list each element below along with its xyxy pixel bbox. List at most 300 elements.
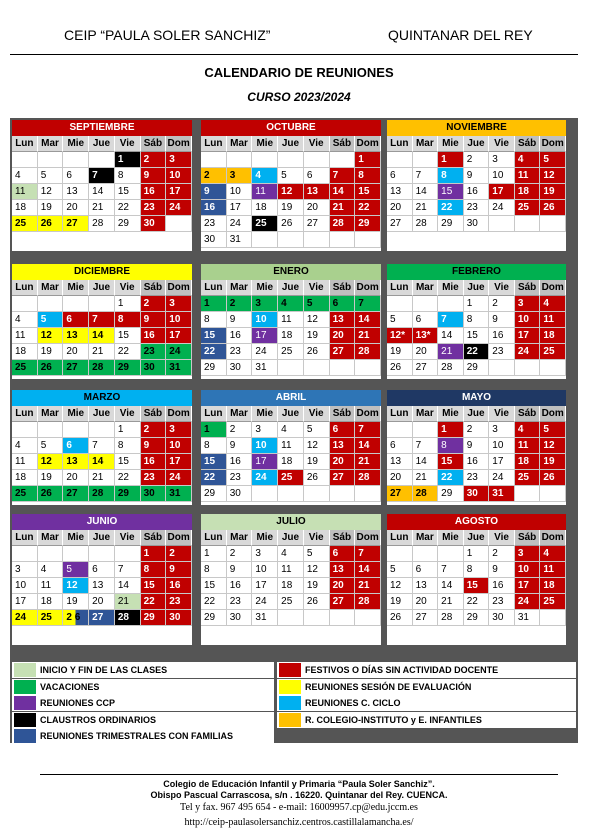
day-cell: 12 [387,578,413,594]
day-cell: 4 [12,168,38,184]
month-title: DICIEMBRE [12,264,192,280]
month-title: MAYO [387,390,566,406]
day-cell: 20 [89,594,115,610]
weekday-header: Dom [355,530,381,546]
day-cell: 11 [252,184,278,200]
day-cell: 30 [166,610,192,626]
day-cell: 8 [115,312,141,328]
day-cell: 30 [201,232,227,248]
day-cell: 16 [141,328,167,344]
day-cell: 11 [540,562,566,578]
day-cell: 3 [252,546,278,562]
day-cell: 3 [227,168,253,184]
day-cell: 21 [355,328,381,344]
empty-cell [413,546,439,562]
day-cell: 22 [201,344,227,360]
weekday-header: Lun [387,136,413,152]
day-cell: 23 [227,470,253,486]
empty-cell [540,610,566,626]
day-cell: 2 [227,296,253,312]
day-cell: 24 [166,470,192,486]
day-cell: 25 [12,486,38,502]
legend-label: REUNIONES TRIMESTRALES CON FAMILIAS [40,731,234,741]
day-cell: 20 [330,578,356,594]
month-noviembre [387,120,566,251]
weekday-header: Jue [278,280,304,296]
day-cell: 6 [330,546,356,562]
day-cell: 20 [63,344,89,360]
day-cell: 29 [201,610,227,626]
month-title: MARZO [12,390,192,406]
day-cell: 26 [278,216,304,232]
month-title: JULIO [201,514,381,530]
weekday-header: Mie [252,530,278,546]
month-febrero [387,264,566,379]
day-cell: 15 [464,578,490,594]
day-cell: 26 [387,610,413,626]
day-cell: 2 [489,296,515,312]
day-cell: 19 [304,578,330,594]
month-days [12,136,192,232]
month-title: JUNIO [12,514,192,530]
day-cell: 31 [166,486,192,502]
empty-cell [278,486,304,502]
empty-cell [330,486,356,502]
weekday-header: Jue [89,136,115,152]
day-cell: 22 [115,470,141,486]
day-cell: 20 [413,344,439,360]
day-cell: 5 [63,562,89,578]
day-cell: 29 [438,486,464,502]
weekday-header: Jue [278,406,304,422]
day-cell: 1 [115,422,141,438]
day-cell: 30 [227,610,253,626]
day-cell: 1 [201,422,227,438]
day-cell: 9 [201,184,227,200]
day-cell: 10 [166,312,192,328]
school-name: CEIP “PAULA SOLER SANCHIZ” [64,27,271,43]
day-cell: 8 [115,438,141,454]
legend-label: REUNIONES SESIÓN DE EVALUACIÓN [305,681,472,692]
day-cell: 18 [38,594,64,610]
empty-cell [438,296,464,312]
day-cell: 6 [89,562,115,578]
day-cell: 18 [540,328,566,344]
day-cell: 13 [330,438,356,454]
day-cell: 4 [540,546,566,562]
day-cell: 19 [540,454,566,470]
day-cell: 30 [464,486,490,502]
empty-cell [387,422,413,438]
day-cell: 7 [438,312,464,328]
day-cell: 12 [540,168,566,184]
day-cell: 13 [304,184,330,200]
day-cell: 25 [515,470,541,486]
weekday-header: Vie [115,406,141,422]
day-cell: 18 [278,328,304,344]
weekday-header: Sáb [141,406,167,422]
day-cell: 9 [227,438,253,454]
empty-cell [252,152,278,168]
day-cell: 28 [438,610,464,626]
month-days [12,280,192,376]
day-cell: 29 [141,610,167,626]
day-cell: 27 [304,216,330,232]
day-cell: 22 [464,594,490,610]
day-cell: 28 [355,594,381,610]
day-cell: 8 [141,562,167,578]
month-days [387,136,566,232]
day-cell: 4 [12,438,38,454]
day-cell: 26 [540,470,566,486]
day-cell: 22 [355,200,381,216]
empty-cell [252,486,278,502]
day-cell: 14 [89,454,115,470]
day-cell: 12 [304,562,330,578]
day-cell: 18 [540,578,566,594]
day-cell: 18 [515,454,541,470]
day-cell: 4 [12,312,38,328]
day-cell: 15 [115,328,141,344]
day-cell: 27 [63,360,89,376]
weekday-header: Vie [489,280,515,296]
empty-cell [355,486,381,502]
weekday-header: Vie [304,136,330,152]
weekday-header: Sáb [330,136,356,152]
day-cell: 24 [489,470,515,486]
weekday-header: Mie [438,136,464,152]
weekday-header: Sáb [515,136,541,152]
day-cell: 23 [227,594,253,610]
weekday-header: Mie [63,530,89,546]
weekday-header: Mar [38,530,64,546]
day-cell: 27 [330,594,356,610]
day-cell: 19 [304,454,330,470]
day-cell: 15 [201,578,227,594]
day-cell: 13 [330,312,356,328]
day-cell: 14 [438,328,464,344]
weekday-header: Mar [38,280,64,296]
day-cell: 22 [201,470,227,486]
weekday-header: Mar [413,530,439,546]
day-cell: 14 [89,328,115,344]
day-cell: 16 [227,454,253,470]
empty-cell [278,360,304,376]
day-cell: 27 [330,470,356,486]
day-cell: 28 [115,610,141,626]
day-cell: 25 [278,344,304,360]
day-cell: 13 [387,454,413,470]
day-cell: 21 [438,344,464,360]
day-cell: 3 [252,296,278,312]
day-cell: 9 [141,168,167,184]
day-cell: 21 [413,470,439,486]
weekday-header: Dom [540,406,566,422]
weekday-header: Mar [227,136,253,152]
weekday-header: Vie [115,530,141,546]
day-cell: 3 [515,296,541,312]
day-cell: 11 [515,168,541,184]
day-cell: 23 [489,344,515,360]
day-cell: 7 [355,296,381,312]
day-cell: 16 [227,328,253,344]
empty-cell [489,216,515,232]
day-cell: 25 [38,610,64,626]
day-cell: 19 [38,200,64,216]
day-cell: 16 [227,578,253,594]
weekday-header: Jue [89,406,115,422]
day-cell: 21 [355,578,381,594]
legend-swatch [14,696,36,710]
day-cell: 17 [166,454,192,470]
empty-cell [330,232,356,248]
day-cell: 21 [115,594,141,610]
day-cell: 26 [38,216,64,232]
day-cell: 15 [438,184,464,200]
day-cell: 21 [330,200,356,216]
day-cell: 22 [201,594,227,610]
day-cell: 22 [464,344,490,360]
day-cell: 8 [438,168,464,184]
day-cell: 15 [438,454,464,470]
day-cell: 30 [489,610,515,626]
empty-cell [330,360,356,376]
weekday-header: Mar [413,406,439,422]
day-cell: 22 [115,200,141,216]
empty-cell [12,296,38,312]
day-cell: 1 [201,546,227,562]
empty-cell [413,296,439,312]
weekday-header: Sáb [515,530,541,546]
weekday-header: Mie [63,136,89,152]
weekday-header: Lun [201,280,227,296]
day-cell: 13* [413,328,439,344]
day-cell: 10 [252,438,278,454]
day-cell: 10 [489,168,515,184]
weekday-header: Jue [278,530,304,546]
day-cell: 1 [115,296,141,312]
empty-cell [201,152,227,168]
weekday-header: Mar [227,280,253,296]
day-cell: 22 [438,470,464,486]
day-cell: 29 [201,486,227,502]
day-cell: 17 [12,594,38,610]
page-title: CALENDARIO DE REUNIONES [204,65,394,80]
day-cell: 23 [166,594,192,610]
day-cell: 31 [489,486,515,502]
day-cell: 29 [464,610,490,626]
day-cell: 23 [141,200,167,216]
weekday-header: Jue [464,406,490,422]
empty-cell [63,296,89,312]
day-cell: 17 [252,578,278,594]
legend-swatch [279,680,301,694]
month-diciembre [12,264,192,379]
empty-cell [38,546,64,562]
day-cell: 3 [166,296,192,312]
day-cell: 9 [166,562,192,578]
weekday-header: Sáb [141,530,167,546]
legend-label: FESTIVOS O DÍAS SIN ACTIVIDAD DOCENTE [305,665,499,675]
empty-cell [63,546,89,562]
day-cell: 12 [304,312,330,328]
legend-item-claustro [12,712,274,728]
weekday-header: Mar [38,136,64,152]
day-cell: 16 [489,578,515,594]
day-cell: 4 [38,562,64,578]
day-cell: 11 [278,562,304,578]
weekday-header: Lun [387,280,413,296]
day-cell: 1 [141,546,167,562]
empty-cell [252,232,278,248]
day-cell: 4 [278,546,304,562]
day-cell: 10 [227,184,253,200]
legend [10,660,578,743]
day-cell: 2 [141,422,167,438]
day-cell: 26 [540,200,566,216]
day-cell: 5 [387,562,413,578]
weekday-header: Lun [12,280,38,296]
empty-cell [330,610,356,626]
day-cell: 7 [355,422,381,438]
month-julio [201,514,381,645]
empty-cell [12,422,38,438]
day-cell: 24 [515,344,541,360]
day-cell: 16 [141,454,167,470]
empty-cell [540,216,566,232]
day-cell: 5 [540,152,566,168]
day-cell: 11 [540,312,566,328]
day-cell: 15 [115,184,141,200]
day-cell: 4 [278,296,304,312]
weekday-header: Jue [89,530,115,546]
day-cell: 4 [515,152,541,168]
weekday-header: Dom [355,406,381,422]
day-cell: 28 [89,486,115,502]
day-cell: 24 [515,594,541,610]
day-cell: 8 [201,438,227,454]
day-cell: 14 [413,454,439,470]
day-cell: 14 [115,578,141,594]
day-cell: 26 [387,360,413,376]
day-cell: 12 [278,184,304,200]
weekday-header: Mar [38,406,64,422]
day-cell: 21 [89,344,115,360]
day-cell: 28 [355,470,381,486]
day-cell: 26 [38,486,64,502]
weekday-header: Lun [12,136,38,152]
day-cell: 7 [89,312,115,328]
day-cell: 6 [63,438,89,454]
header-divider [10,54,578,55]
footer-divider [40,774,558,775]
weekday-header: Dom [166,136,192,152]
day-cell: 26 [304,594,330,610]
weekday-header: Mie [252,280,278,296]
day-cell: 11 [12,454,38,470]
empty-cell [115,546,141,562]
empty-cell [89,422,115,438]
day-cell: 23 [227,344,253,360]
empty-cell [304,360,330,376]
month-days [387,406,566,502]
weekday-header: Vie [115,136,141,152]
day-cell: 24 [166,344,192,360]
day-cell: 25 [540,344,566,360]
day-cell: 18 [278,454,304,470]
footer-contact: Tel y fax. 967 495 654 - e-mail: 16009957.cp@edu.jccm.es [180,802,418,813]
month-days [12,530,192,626]
day-cell: 29 [438,216,464,232]
day-cell: 20 [387,200,413,216]
day-cell: 9 [489,562,515,578]
empty-cell [38,152,64,168]
month-abril [201,390,381,505]
day-cell: 3 [166,152,192,168]
day-cell: 25 [12,216,38,232]
day-cell: 7 [89,168,115,184]
day-cell: 7 [438,562,464,578]
month-days [387,280,566,376]
calendar-grid [10,118,578,660]
day-cell: 2 [227,422,253,438]
day-cell: 2 [489,546,515,562]
empty-cell [278,232,304,248]
day-cell: 30 [227,360,253,376]
month-agosto [387,514,566,645]
day-cell: 17 [166,184,192,200]
day-cell: 10 [252,312,278,328]
day-cell: 19 [278,200,304,216]
weekday-header: Mie [252,136,278,152]
day-cell: 1 [464,546,490,562]
day-cell: 31 [515,610,541,626]
day-cell: 21 [355,454,381,470]
weekday-header: Vie [489,136,515,152]
day-cell: 5 [304,422,330,438]
day-cell: 25 [12,360,38,376]
day-cell: 21 [438,594,464,610]
weekday-header: Mar [227,406,253,422]
weekday-header: Dom [166,280,192,296]
empty-cell [278,610,304,626]
weekday-header: Sáb [330,406,356,422]
weekday-header: Sáb [330,530,356,546]
weekday-header: Sáb [515,406,541,422]
weekday-header: Vie [304,530,330,546]
day-cell: 4 [278,422,304,438]
day-cell: 6 [304,168,330,184]
month-enero [201,264,381,379]
day-cell: 24 [166,200,192,216]
day-cell: 23 [141,470,167,486]
day-cell: 28 [330,216,356,232]
day-cell: 9 [227,562,253,578]
day-cell: 7 [413,168,439,184]
day-cell: 11 [278,438,304,454]
weekday-header: Mie [438,530,464,546]
day-cell: 27 [89,610,115,626]
weekday-header: Mar [413,136,439,152]
day-cell: 3 [489,152,515,168]
day-cell: 29 [355,216,381,232]
day-cell: 12 [38,454,64,470]
day-cell: 17 [252,454,278,470]
day-cell: 6 [63,312,89,328]
day-cell: 23 [464,200,490,216]
day-cell: 17 [489,184,515,200]
day-cell: 19 [304,328,330,344]
